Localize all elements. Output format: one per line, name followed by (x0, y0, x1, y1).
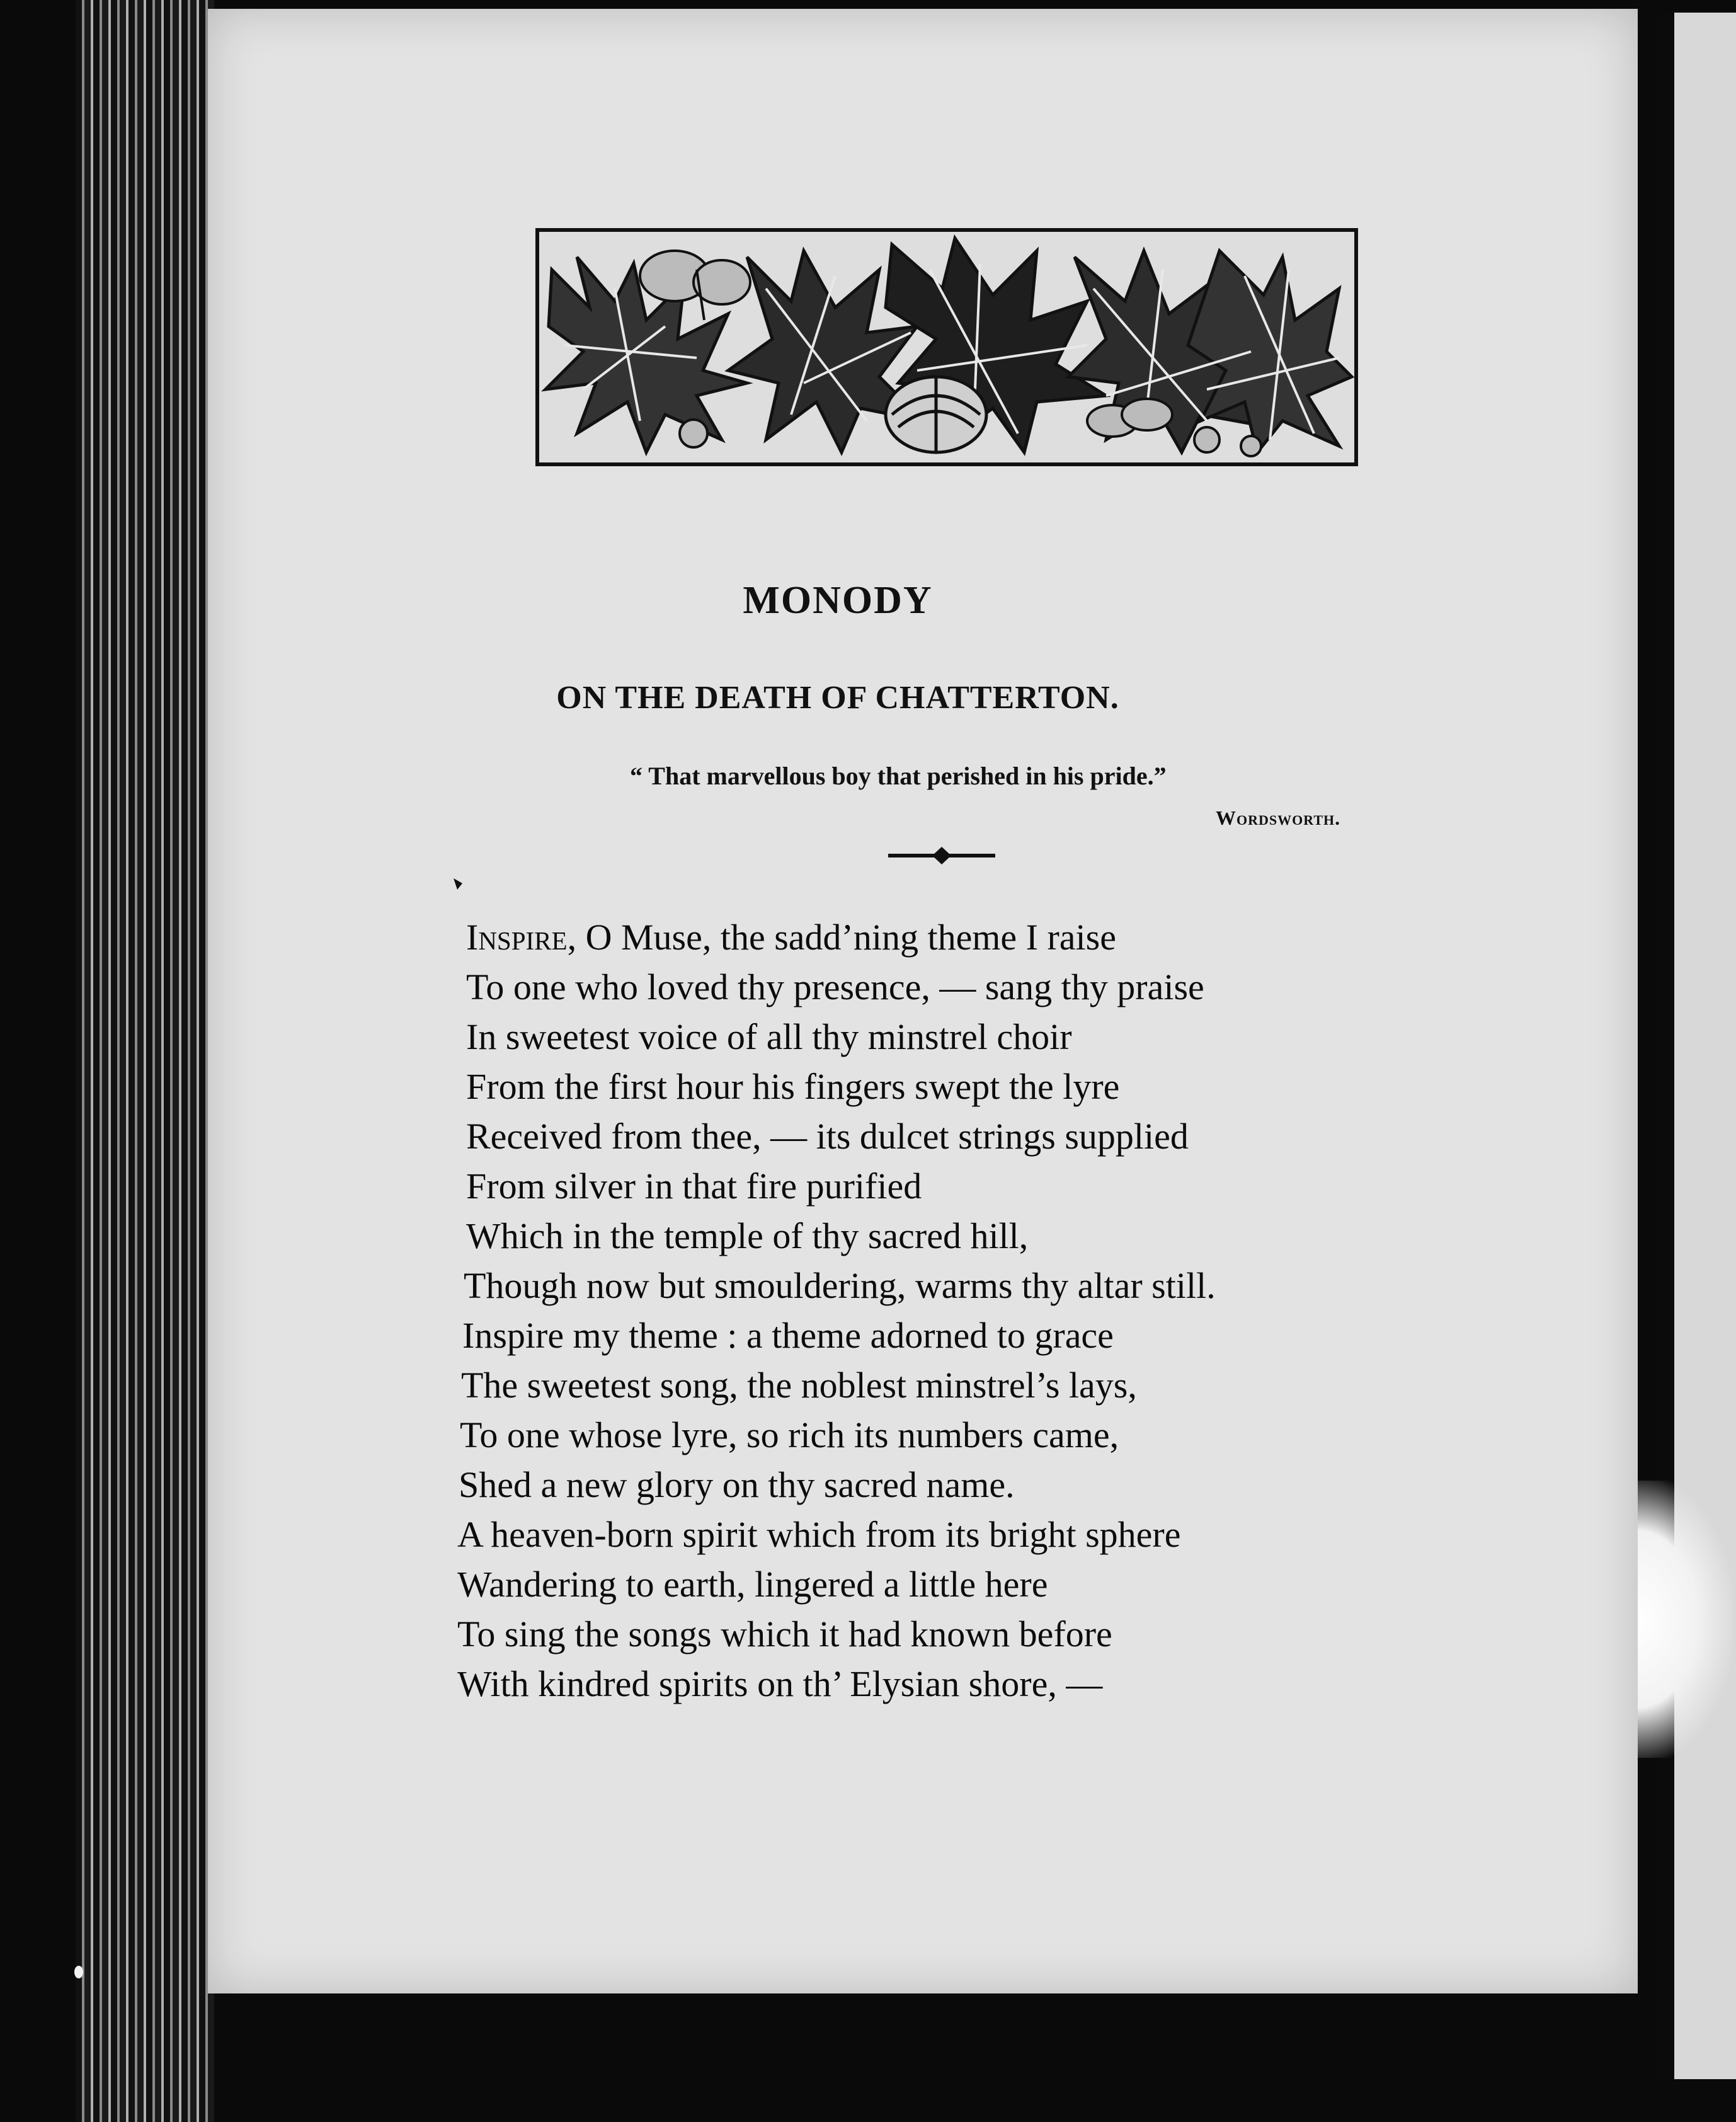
poem-line: To one whose lyre, so rich its numbers came, (460, 1414, 1119, 1455)
stray-ink-mark (452, 877, 464, 891)
poem-line: With kindred spirits on th’ Elysian shore, — (457, 1663, 1103, 1704)
poem-line (466, 912, 1411, 962)
ornament-icon (535, 228, 1358, 466)
poem-line: Inspire my theme : a theme adorned to grace (462, 1315, 1114, 1356)
adjacent-page (1657, 13, 1736, 2079)
book-page-edges (76, 0, 214, 2122)
epigraph-author-text: Wordsworth. (1216, 806, 1341, 829)
page-subtitle: ON THE DEATH OF CHATTERTON. (556, 680, 1119, 716)
poem-line: Though now but smouldering, warms thy altar still. (464, 1265, 1216, 1306)
poem-line: To sing the songs which it had known before (457, 1614, 1112, 1655)
epigraph-quote: “ That marvellous boy that perished in his pride.” (630, 762, 1167, 790)
poem-line: The sweetest song, the noblest minstrel’s lays, (461, 1365, 1137, 1406)
poem-body (457, 912, 1411, 1709)
poem-line: To one who loved thy presence, — sang thy praise (466, 966, 1204, 1007)
poem-line: From the first hour his fingers swept the lyre (466, 1066, 1120, 1107)
poem-first-line-rest: , O Muse, the sadd’ning theme I raise (567, 917, 1116, 958)
poem-line: From silver in that fire purified (466, 1166, 922, 1207)
scan-dust (74, 1966, 83, 1978)
poem-line: A heaven-born spirit which from its bright sphere (457, 1514, 1181, 1555)
poem-line: In sweetest voice of all thy minstrel choir (466, 1016, 1072, 1057)
poem-line: Wandering to earth, lingered a little here (457, 1564, 1048, 1605)
poem-line: Which in the temple of thy sacred hill, (466, 1215, 1029, 1256)
page-title: MONODY (743, 579, 933, 622)
epigraph-author (1216, 806, 1340, 830)
poem-line: Received from thee, — its dulcet strings supplied (466, 1116, 1189, 1157)
diamond-rule-icon (888, 843, 995, 868)
poem-line: Shed a new glory on thy sacred name. (459, 1464, 1015, 1505)
poem-first-word: Inspire (466, 917, 568, 958)
